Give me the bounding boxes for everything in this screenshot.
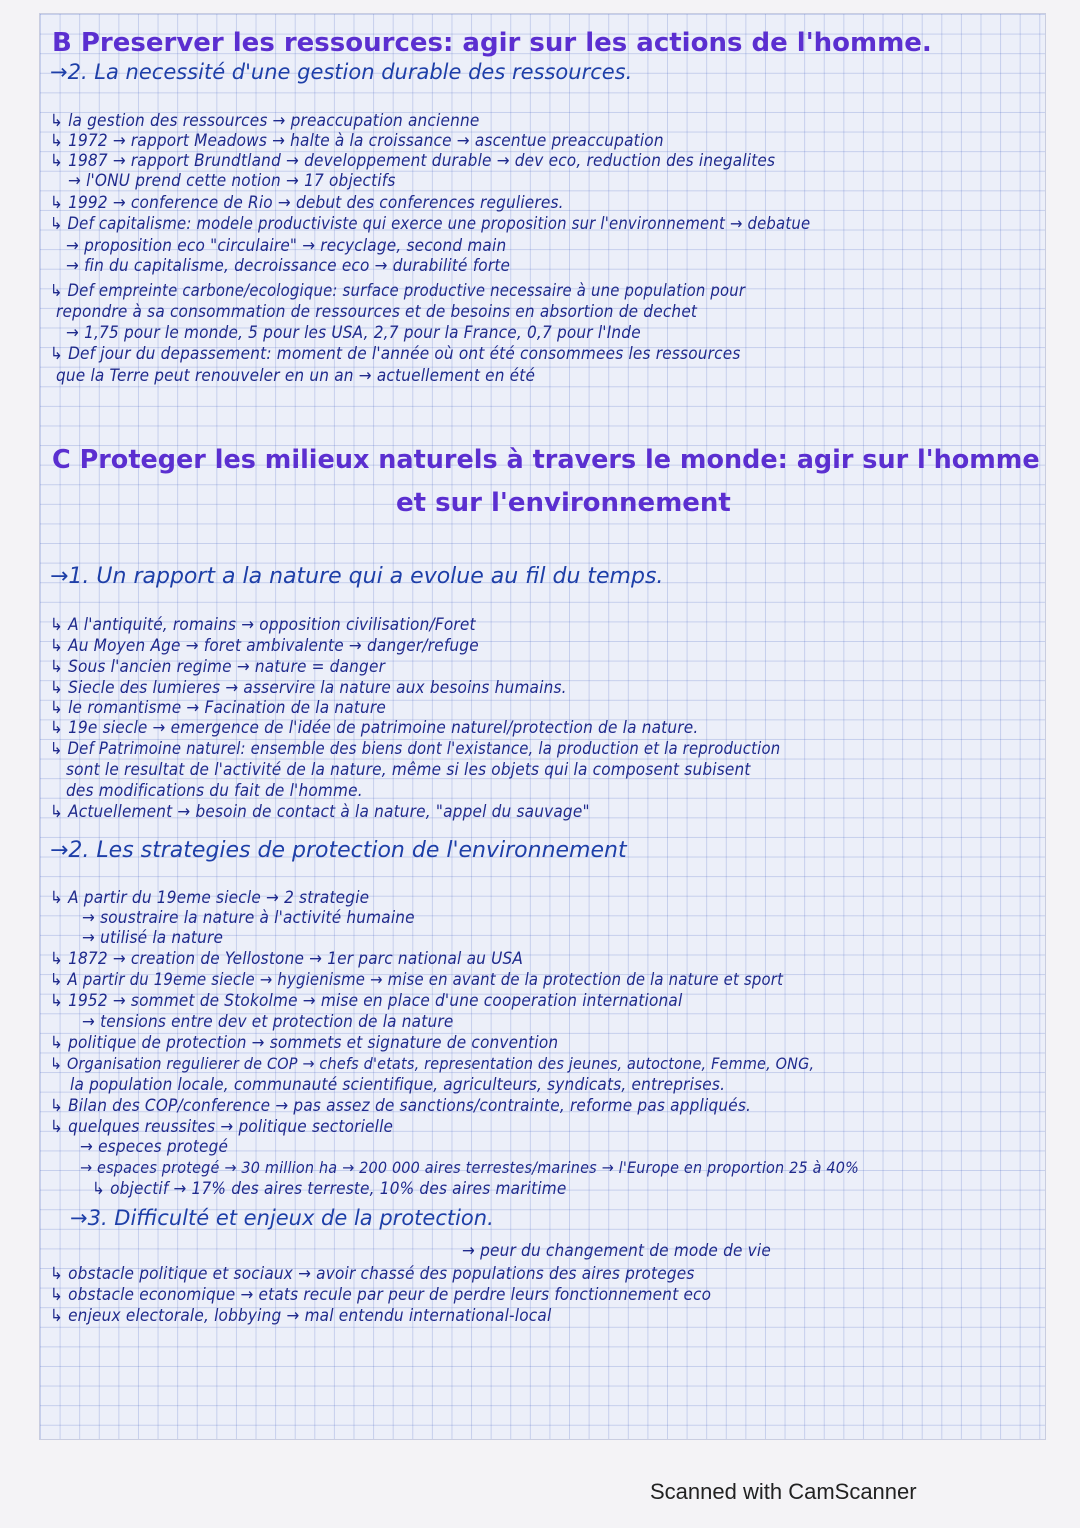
note-line: des modifications du fait de l'homme. [66,781,363,801]
note-line: ↳ A partir du 19eme siecle → hygienisme → mise en avant de la protection de la nature et sport [50,970,784,989]
note-line: ↳ A partir du 19eme siecle → 2 strategie [50,888,370,908]
subsection-1-title: →1. Un rapport a la nature qui a evolue au fil du temps. [50,564,664,589]
note-line: la population locale, communauté scientifique, agriculteurs, syndicats, entreprises. [70,1075,726,1095]
note-line: → utilisé la nature [82,928,224,948]
note-line: ↳ Actuellement → besoin de contact à la nature, "appel du sauvage" [50,802,590,822]
note-line: → peur du changement de mode de vie [462,1241,771,1261]
note-line: ↳ Organisation regulierer de COP → chefs d'etats, representation des jeunes, autoctone, Femme, ONG, [50,1054,815,1073]
note-line: que la Terre peut renouveler en un an → actuellement en été [56,366,536,386]
note-line: ↳ Bilan des COP/conference → pas assez de sanctions/contrainte, reforme pas appliqués. [50,1096,752,1116]
note-line: ↳ 1952 → sommet de Stokolme → mise en place d'une cooperation international [50,991,683,1011]
note-line: → l'ONU prend cette notion → 17 objectifs [68,171,396,191]
note-line: ↳ obstacle politique et sociaux → avoir chassé des populations des aires proteges [50,1264,695,1284]
note-line: ↳ Au Moyen Age → foret ambivalente → danger/refuge [50,636,479,656]
note-line: ↳ la gestion des ressources → preaccupation ancienne [50,111,480,131]
note-line: ↳ 1872 → creation de Yellostone → 1er parc national au USA [50,949,524,969]
note-line: sont le resultat de l'activité de la nature, même si les objets qui la composent subisent [66,760,751,780]
note-line: ↳ 1992 → conference de Rio → debut des conferences regulieres. [50,193,564,213]
subsection-3-title: →3. Difficulté et enjeux de la protection. [70,1206,494,1230]
scanner-watermark: Scanned with CamScanner [650,1479,917,1504]
note-line: ↳ 1972 → rapport Meadows → halte à la croissance → ascentue preaccupation [50,131,664,151]
note-line: → espaces protegé → 30 million ha → 200 000 aires terrestes/marines → l'Europe en proportion 25 à 40% [80,1158,859,1177]
note-line: → especes protegé [80,1137,229,1157]
note-line: → fin du capitalisme, decroissance eco → durabilité forte [66,256,511,276]
note-line: ↳ A l'antiquité, romains → opposition civilisation/Foret [50,615,476,635]
definition-line: ↳ Def Patrimoine naturel: ensemble des biens dont l'existance, la production et la reproduction [50,739,781,758]
note-line: ↳ 19e siecle → emergence de l'idée de patrimoine naturel/protection de la nature. [50,718,699,738]
note-line: → 1,75 pour le monde, 5 pour les USA, 2,7 pour la France, 0,7 pour l'Inde [66,323,641,343]
section-c-title-continued: et sur l'environnement [396,488,731,518]
definition-line: ↳ Def empreinte carbone/ecologique: surface productive necessaire à une population pour [50,281,746,300]
note-line: ↳ objectif → 17% des aires terreste, 10% des aires maritime [92,1179,567,1199]
note-line: → proposition eco "circulaire" → recyclage, second main [66,236,507,256]
note-line: ↳ enjeux electorale, lobbying → mal entendu international-local [50,1306,552,1326]
subsection-2-title: →2. Les strategies de protection de l'environnement [50,838,627,863]
definition-line: ↳ Def capitalisme: modele productiviste qui exerce une proposition sur l'environnement → debatue [50,214,811,233]
note-line: → soustraire la nature à l'activité humaine [82,908,415,928]
section-b-subtitle: →2. La necessité d'une gestion durable des ressources. [50,60,633,84]
note-line: repondre à sa consommation de ressources et de besoins en absortion de dechet [56,302,698,322]
section-c-title: C Proteger les milieux naturels à travers le monde: agir sur l'homme [52,445,1040,475]
note-line: ↳ Sous l'ancien regime → nature = danger [50,657,386,677]
note-line: ↳ 1987 → rapport Brundtland → developpement durable → dev eco, reduction des inegalites [50,151,776,171]
definition-line: ↳ Def jour du depassement: moment de l'année où ont été consommees les ressources [50,344,741,364]
section-b-title: B Preserver les ressources: agir sur les actions de l'homme. [52,28,932,58]
note-line: ↳ le romantisme → Facination de la nature [50,698,387,718]
note-line: ↳ Siecle des lumieres → asservire la nature aux besoins humains. [50,678,567,698]
note-line: ↳ quelques reussites → politique sectorielle [50,1117,394,1137]
note-line: → tensions entre dev et protection de la nature [82,1012,454,1032]
note-line: ↳ politique de protection → sommets et signature de convention [50,1033,559,1053]
note-line: ↳ obstacle economique → etats recule par peur de perdre leurs fonctionnement eco [50,1285,712,1305]
